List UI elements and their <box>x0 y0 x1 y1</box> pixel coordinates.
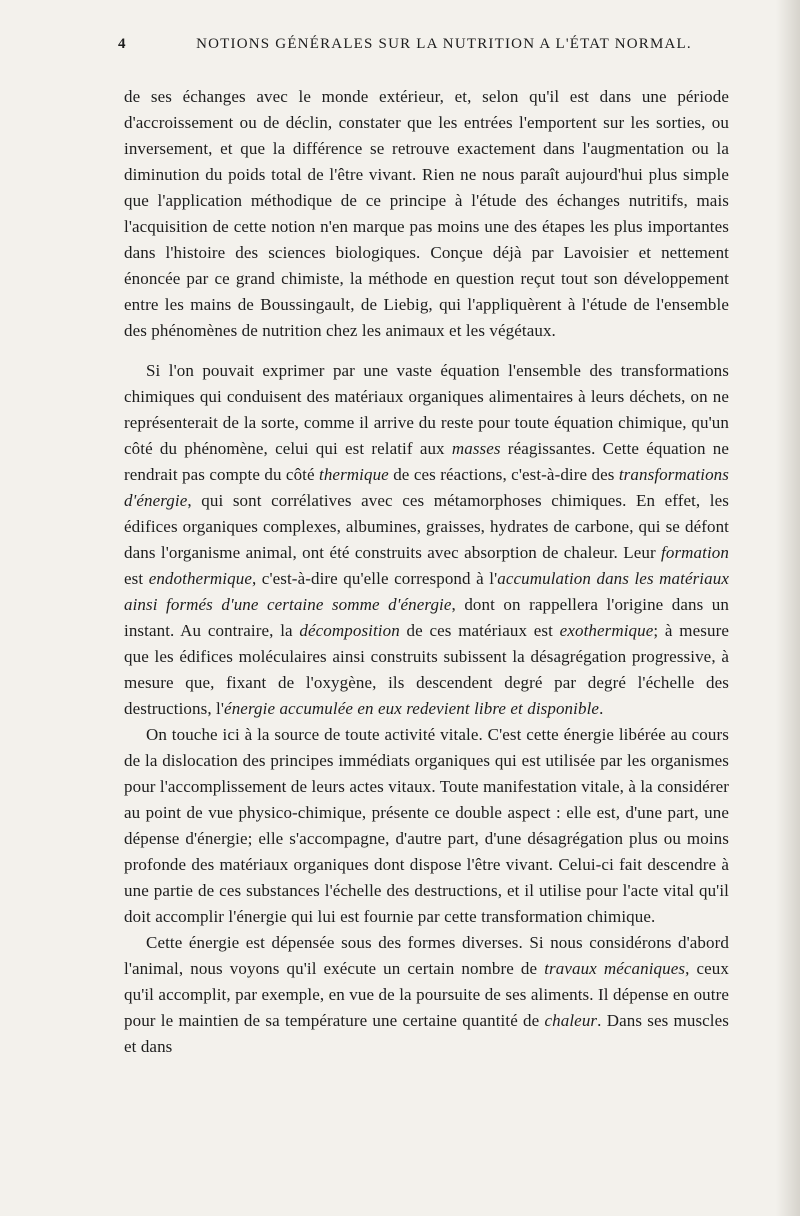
paragraph <box>124 722 729 930</box>
paragraph <box>124 84 729 344</box>
text-run: de ces matériaux est <box>399 621 560 640</box>
emphasis-text: formation <box>661 543 729 562</box>
text-run: de ses échanges avec le monde extérieur, et, selon qu'il est dans une période d'accroissement ou de déclin, constater que les entrées l'emportent sur les sorties, ou inversement, et que la différence se retrouve exactement dans l'augmentation ou la diminution du poids total de l'être vivant. Rien ne nous paraît aujourd'hui plus simple que l'application méthodique de ce principe à l'étude des échanges nutritifs, mais l'acquisition de cette notion n'en marque pas moins une des étapes les plus importantes dans l'histoire des sciences biologiques. Conçue déjà par Lavoisier et nettement énoncée par ce grand chimiste, la méthode en question reçut tout son développement entre les mains de Boussingault, de Liebig, qui l'appliquèrent à l'étude de l'ensemble des phénomènes de nutrition chez les animaux et les végétaux. <box>124 87 729 340</box>
text-run: , ceux qu'il accomplit, par exemple, en vue de la poursuite de ses aliments. Il dépense en outre pour le maintien de sa température une certaine quantité de <box>124 959 729 1030</box>
paragraph <box>124 358 729 722</box>
emphasis-text: chaleur <box>544 1011 598 1030</box>
text-run: réagissantes. Cette équation ne rendrait pas compte du côté <box>124 439 729 484</box>
running-header <box>118 36 718 53</box>
emphasis-text: énergie accumulée en eux redevient libre et disponible <box>224 699 600 718</box>
text-run: est <box>124 569 149 588</box>
text-run: de ces réactions, c'est-à-dire des <box>388 465 619 484</box>
emphasis-text: décomposition <box>299 621 400 640</box>
text-run: . Dans ses muscles et dans <box>124 1011 729 1056</box>
text-run: ; à mesure que les édifices moléculaires ainsi construits subissent la désagrégation progressive, à mesure que, fixant de l'oxygène, ils descendent degré par degré l'échelle des destructions, l' <box>124 621 729 718</box>
text-run: , c'est-à-dire qu'elle correspond à l' <box>251 569 498 588</box>
text-run: Si l'on pouvait exprimer par une vaste équation l'ensemble des transformations chimiques qui conduisent des matériaux organiques alimentaires à leurs déchets, on ne représenterait de la sorte, comme il arrive du reste pour toute équation chimique, qu'un côté du phénomène, celui qui est relatif aux <box>124 361 729 458</box>
text-run: , dont on rappellera l'origine dans un instant. Au contraire, la <box>124 595 729 640</box>
page-edge-shadow <box>776 0 800 1216</box>
emphasis-text: endothermique <box>148 569 252 588</box>
text-run: . <box>599 699 604 718</box>
text-run: On touche ici à la source de toute activité vitale. C'est cette énergie libérée au cours de la dislocation des principes immédiats organiques qui est utilisée par les organismes pour l'accomplissement de leurs actes vitaux. Toute manifestation vitale, à la considérer au point de vue physico-chimique, présente ce double aspect : elle est, d'une part, une dépense d'énergie; elle s'accompagne, d'autre part, d'une désagrégation plus ou moins profonde des matériaux organiques dont dispose l'être vivant. Celui-ci fait descendre à une partie de ces substances l'échelle des destructions, et il utilise pour l'acte vital qu'il doit accomplir l'énergie qui lui est fournie par cette transformation chimique. <box>124 725 729 926</box>
running-title: NOTIONS GÉNÉRALES SUR LA NUTRITION A L'ÉTAT NORMAL. <box>196 36 692 52</box>
paragraph <box>124 930 729 1060</box>
emphasis-text: accumulation dans les matériaux ainsi formés d'une certaine somme d'énergie <box>124 569 729 614</box>
page-number: 4 <box>118 36 127 52</box>
text-run: , qui sont corrélatives avec ces métamorphoses chimiques. En effet, les édifices organiques complexes, albumines, graisses, hydrates de carbone, qui se défont dans l'organisme animal, ont été construits avec absorption de chaleur. Leur <box>124 491 729 562</box>
text-run: Cette énergie est dépensée sous des formes diverses. Si nous considérons d'abord l'animal, nous voyons qu'il exécute un certain nombre de <box>124 933 729 978</box>
emphasis-text: masses <box>451 439 501 458</box>
emphasis-text: travaux mécaniques <box>544 959 686 978</box>
emphasis-text: transformations d'énergie <box>124 465 729 510</box>
emphasis-text: exothermique <box>559 621 654 640</box>
body-text <box>124 84 729 1060</box>
emphasis-text: thermique <box>319 465 389 484</box>
